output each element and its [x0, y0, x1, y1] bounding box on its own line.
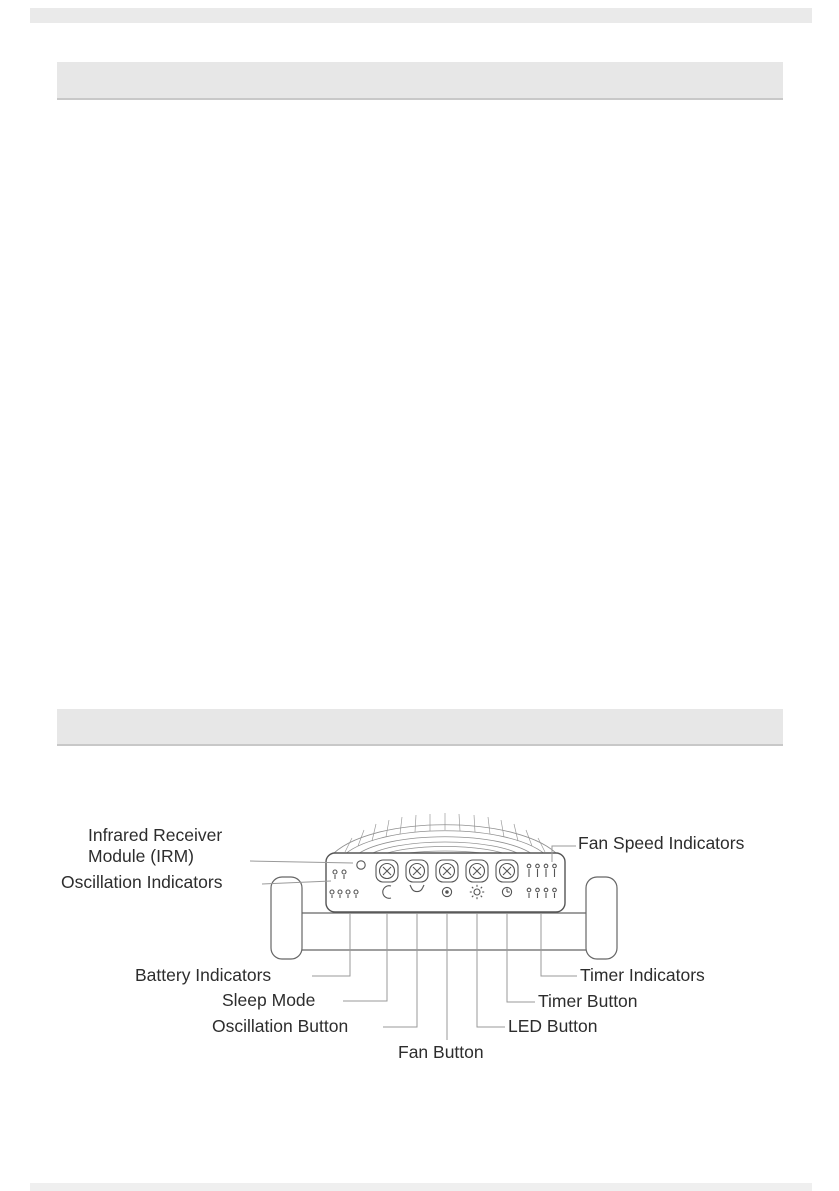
timer-indicator-icons: [527, 888, 556, 898]
leader-irm: [250, 861, 353, 863]
battery-indicator-icons: [330, 890, 358, 898]
label-timer-button: Timer Button: [538, 991, 638, 1011]
u-arc-icon: [410, 885, 424, 892]
label-irm: Infrared Receiver Module (IRM): [88, 825, 223, 866]
leader-battery-indicators: [312, 913, 350, 976]
fan-button: [436, 860, 458, 897]
leader-oscillation-indicators: [262, 881, 331, 884]
sun-icon: [470, 885, 484, 899]
leader-sleep-mode: [343, 913, 387, 1001]
fan-icon: [442, 887, 451, 896]
device-base-bar: [280, 913, 608, 950]
leader-fan-speed-indicators: [552, 846, 576, 862]
leader-timer-button: [507, 913, 535, 1002]
device-left-leg: [271, 877, 302, 959]
label-fan-button: Fan Button: [398, 1042, 484, 1062]
section-header-band-2: [57, 709, 783, 746]
led-button: [466, 860, 488, 899]
label-battery-indicators: Battery Indicators: [135, 965, 272, 985]
device-right-leg: [586, 877, 617, 959]
label-led-button: LED Button: [508, 1016, 598, 1036]
fan-speed-indicator-icons: [527, 864, 556, 877]
leader-led-button: [477, 913, 505, 1027]
clock-icon: [502, 887, 511, 896]
label-timer-indicators: Timer Indicators: [580, 965, 705, 985]
top-band: [30, 8, 812, 23]
irm-sensor-icon: [357, 861, 365, 869]
label-oscillation-button: Oscillation Button: [212, 1016, 349, 1036]
bottom-band: [30, 1183, 812, 1191]
oscillation-indicator-icons: [333, 870, 346, 879]
control-panel: [326, 853, 565, 912]
label-fan-speed-indicators: Fan Speed Indicators: [578, 833, 745, 853]
label-sleep-mode: Sleep Mode: [222, 990, 316, 1010]
oscillation-button: [406, 860, 428, 892]
section-header-band-1: [57, 62, 783, 100]
leader-timer-indicators: [541, 913, 577, 976]
label-oscillation-indicators: Oscillation Indicators: [61, 872, 223, 892]
crescent-moon-icon: [383, 886, 391, 899]
sleep-button: [376, 860, 398, 898]
leader-oscillation-button: [383, 913, 417, 1027]
timer-button: [496, 860, 518, 897]
fan-grill-icon: [330, 813, 560, 857]
